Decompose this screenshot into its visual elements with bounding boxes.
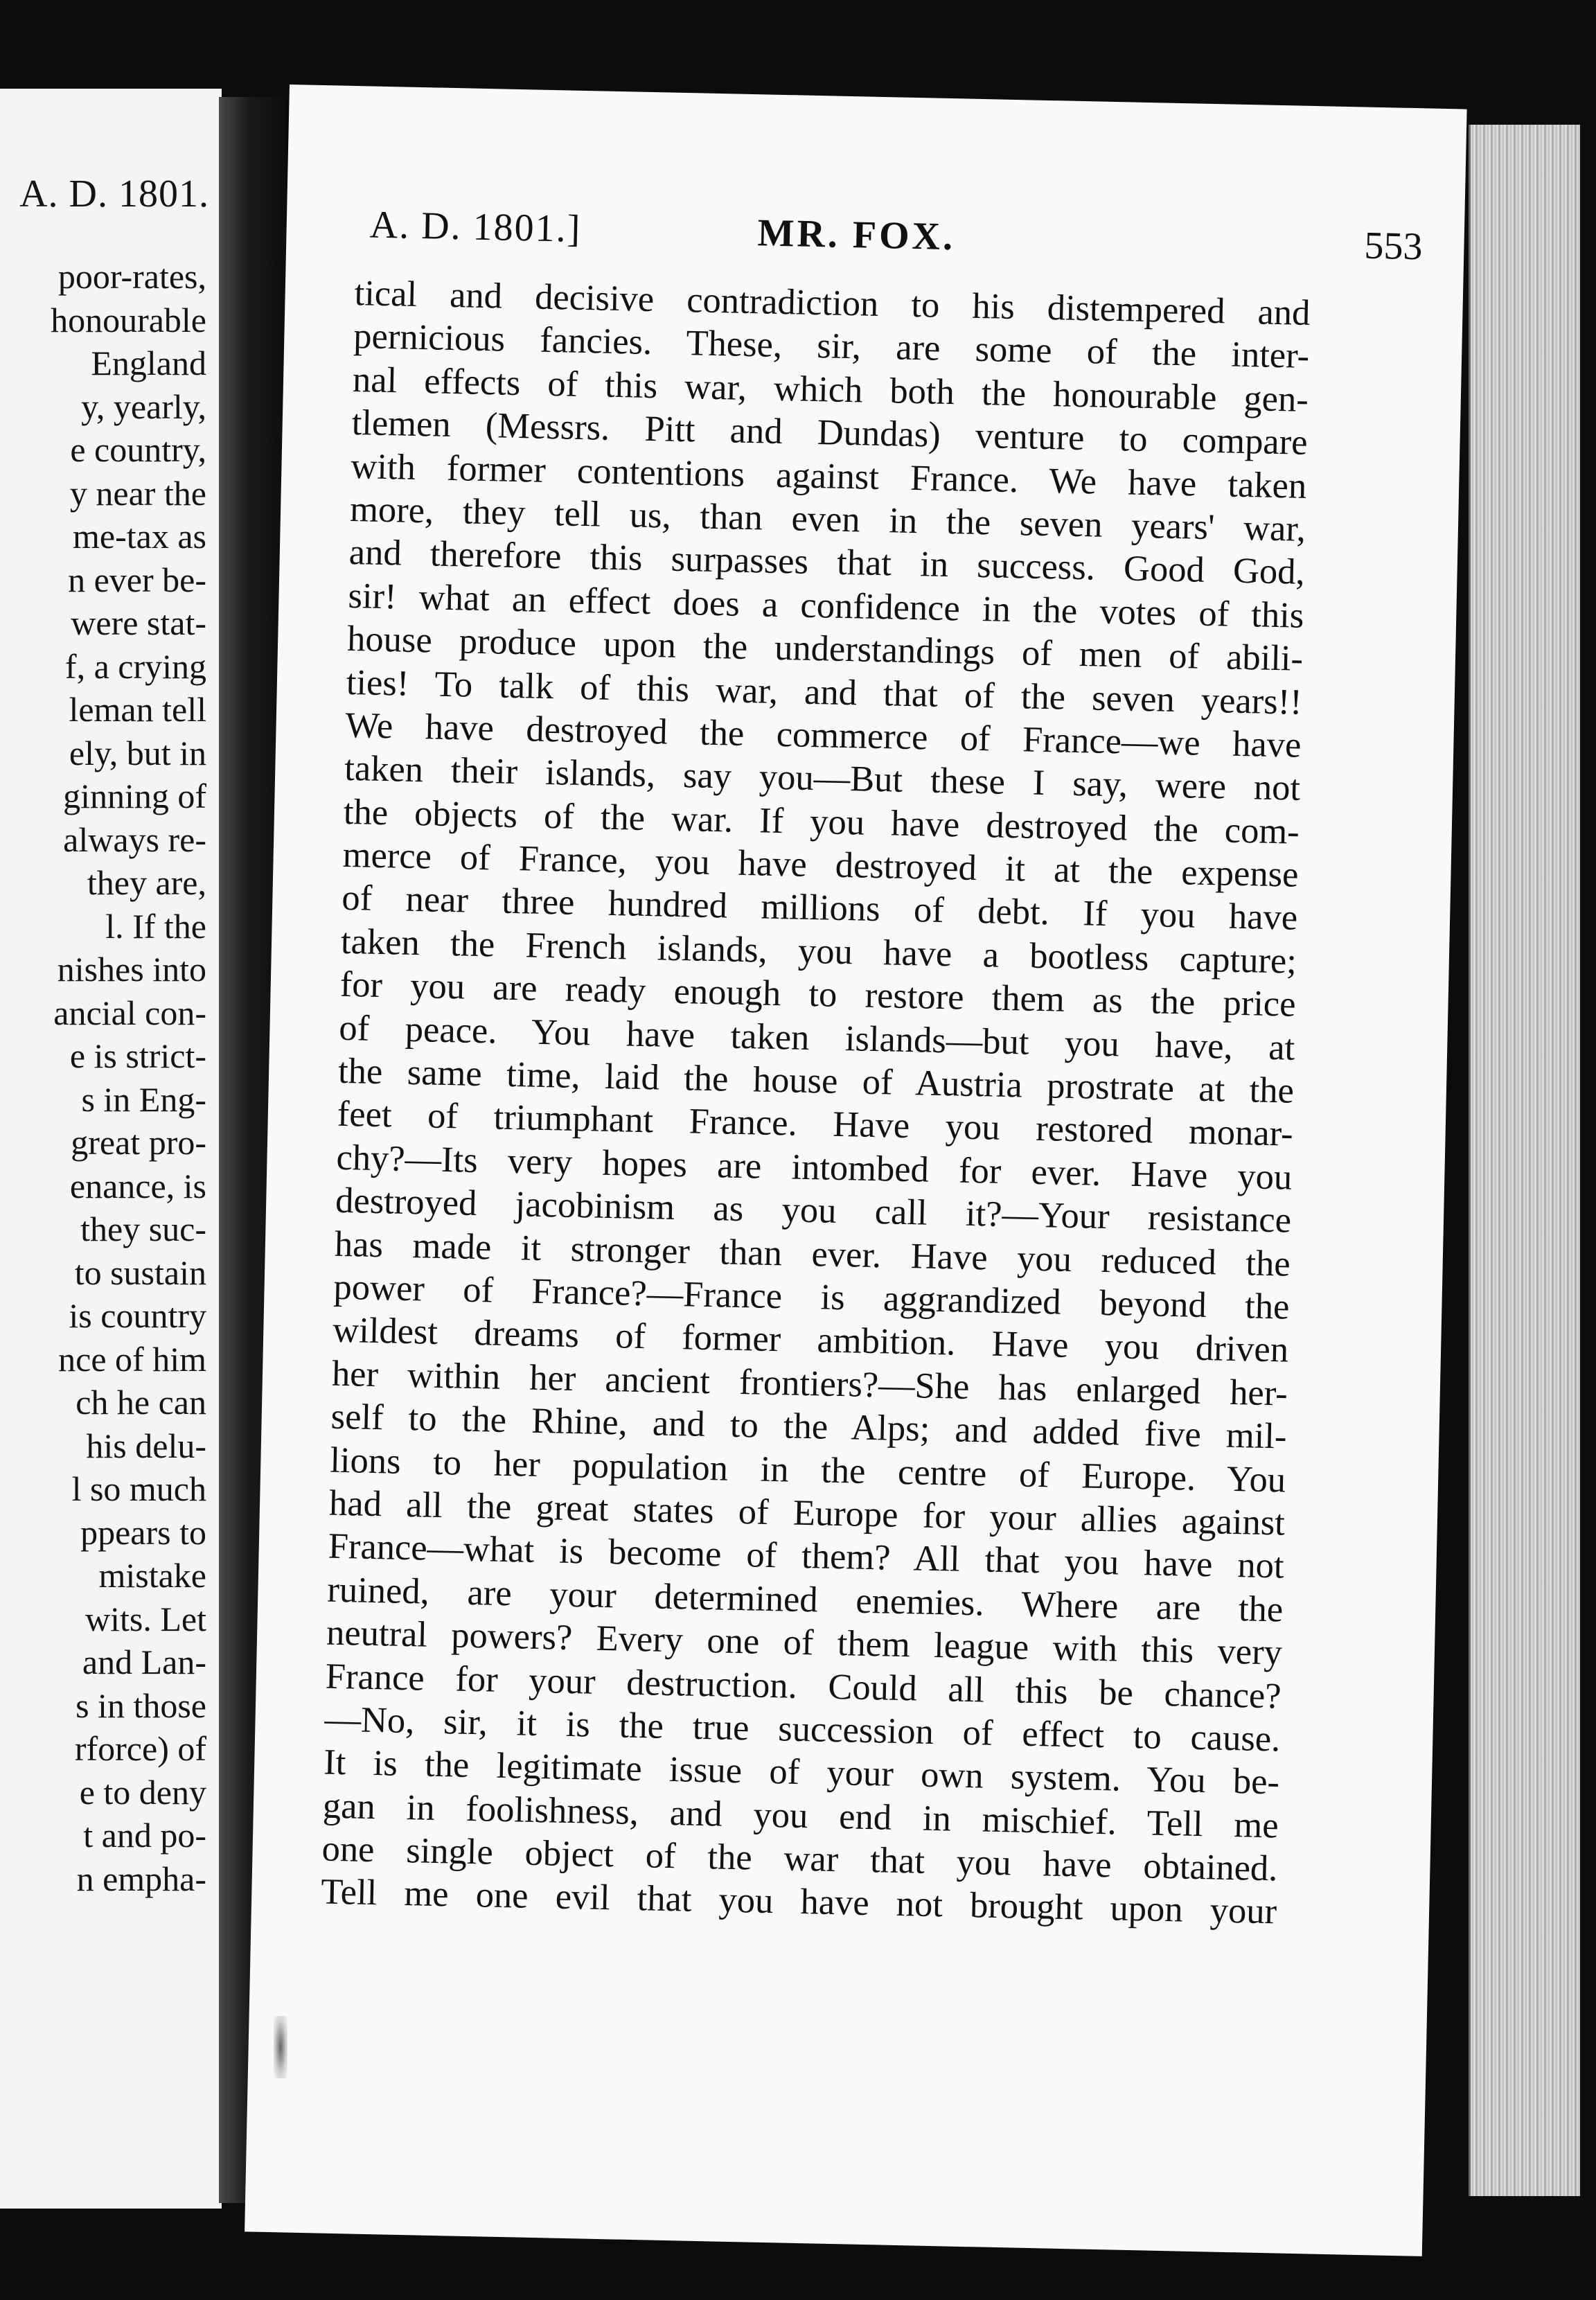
body-text-line: had all the great states of Europe for your allies against — [328, 1483, 1286, 1543]
left-page-line: n empha- — [76, 1859, 206, 1898]
body-text-line: for you are ready enough to restore them as the price — [339, 964, 1297, 1025]
left-page-line: his delu- — [86, 1426, 206, 1465]
left-page-line: y near the — [69, 473, 206, 513]
left-page-line: n ever be- — [68, 560, 206, 599]
left-page-line: to sustain — [74, 1253, 206, 1292]
body-text-line: Tell me one evil that you have not brought upon your — [320, 1871, 1277, 1932]
left-page-line: honourable — [51, 300, 206, 339]
left-page-line: s in Eng- — [81, 1079, 206, 1119]
left-page-line: e is strict- — [69, 1036, 206, 1075]
body-text-line: taken the French islands, you have a bootless capture; — [340, 921, 1297, 982]
left-page-line: wits. Let — [85, 1599, 206, 1638]
left-page-line: ancial con- — [53, 993, 206, 1032]
left-page-line: ppears to — [80, 1512, 206, 1552]
body-text-line: It is the legitimate issue of your own system. You be- — [323, 1742, 1280, 1803]
paper-smudge — [274, 2016, 287, 2078]
body-text-line: tlemen (Messrs. Pitt and Dundas) venture to compare — [351, 402, 1309, 463]
left-page-line: y, yearly, — [81, 387, 206, 426]
body-text-line: her within her ancient frontiers?—She has enlarged her- — [331, 1353, 1288, 1414]
left-page-line: l so much — [71, 1469, 206, 1508]
body-text-line: power of France?—France is aggrandized beyond the — [333, 1266, 1290, 1327]
body-text-line: neutral powers? Every one of them league with this very — [326, 1612, 1283, 1673]
body-text-line: lions to her population in the centre of Europe. You — [329, 1440, 1286, 1501]
left-page-line: rforce) of — [74, 1729, 206, 1768]
body-text-line: house produce upon the understandings of men of abili- — [346, 619, 1304, 679]
left-page-line: great pro- — [71, 1123, 206, 1162]
left-page-line: ch he can — [76, 1383, 206, 1422]
left-page-line: they suc- — [80, 1210, 206, 1248]
body-text-line: destroyed jacobinism as you call it?—Your resistance — [335, 1180, 1292, 1241]
left-page-line: and Lan- — [82, 1643, 206, 1681]
left-page-line: mistake — [98, 1556, 206, 1595]
body-text-line: pernicious fancies. These, sir, are some of the inter- — [353, 316, 1310, 377]
left-page-line: e country, — [70, 430, 206, 469]
body-text-line: We have destroyed the commerce of France—we have — [345, 705, 1302, 766]
body-text-line: merce of France, you have destroyed it at the expense — [342, 834, 1300, 895]
body-text-line: gan in foolishness, and you end in mischief. Tell me — [322, 1785, 1279, 1846]
left-page-line: poor-rates, — [57, 257, 206, 296]
body-text-line: chy?—Its very hopes are intombed for ever. Have you — [335, 1137, 1293, 1198]
body-text-line: of near three hundred millions of debt. If you have — [341, 878, 1298, 939]
body-text-line: self to the Rhine, and to the Alps; and added five mil- — [330, 1396, 1288, 1457]
left-page-line: England — [91, 344, 206, 382]
left-page-line: ely, but in — [69, 733, 206, 772]
left-page-header: A. D. 1801. — [19, 172, 209, 215]
left-page-line: they are, — [87, 863, 206, 902]
body-text-line: has made it stronger than ever. Have you reduced the — [334, 1223, 1291, 1284]
page-edges — [1469, 125, 1580, 2196]
left-page-text — [51, 255, 206, 1900]
body-text-line: ruined, are your determined enemies. Where are the — [326, 1569, 1284, 1630]
left-page-line: t and po- — [83, 1816, 206, 1855]
left-page-line: leman tell — [69, 690, 206, 729]
body-text-line: nal effects of this war, which both the honourable gen- — [352, 359, 1309, 420]
body-text-line: sir! what an effect does a confidence in the votes of this — [347, 575, 1304, 636]
body-text-line: wildest dreams of former ambition. Have you driven — [332, 1310, 1289, 1370]
page-number: 553 — [1363, 224, 1424, 269]
left-page-line: were stat- — [71, 603, 206, 642]
body-text-line: the same time, laid the house of Austria prostrate at the — [337, 1050, 1295, 1111]
running-head — [286, 201, 1464, 274]
body-text-line: —No, sir, it is the true succession of effect to cause. — [323, 1699, 1281, 1760]
body-text-line: one single object of the war that you have obtained. — [321, 1828, 1278, 1889]
body-text-line: feet of triumphant France. Have you restored monar- — [337, 1094, 1294, 1155]
body-text-line: more, they tell us, than even in the seven years' war, — [349, 488, 1306, 549]
body-text-line: France for your destruction. Could all this be chance? — [325, 1656, 1282, 1716]
left-page-line: nishes into — [57, 950, 206, 989]
left-page-line: ginning of — [63, 777, 206, 815]
left-page-line: enance, is — [69, 1166, 206, 1205]
body-text-line: of peace. You have taken islands—but you have, at — [338, 1007, 1295, 1068]
left-page-line: me-tax as — [73, 517, 206, 556]
body-text-line: taken their islands, say you—But these I say, were not — [344, 748, 1301, 809]
left-page-line: l. If the — [105, 906, 206, 946]
body-text-line: tical and decisive contradiction to his distempered and — [354, 273, 1311, 333]
running-head-date: A. D. 1801.] — [369, 203, 582, 251]
left-page-line: is country — [69, 1296, 206, 1335]
left-page-line: s in those — [76, 1686, 206, 1725]
left-page-line: always re- — [63, 820, 206, 859]
left-page-line: nce of him — [58, 1339, 206, 1379]
running-head-title: MR. FOX. — [757, 211, 956, 259]
body-text-line: with former contentions against France. We have taken — [350, 445, 1307, 506]
body-text-line: the objects of the war. If you have destroyed the com- — [343, 791, 1300, 852]
body-text-line: France—what is become of them? All that you have not — [328, 1525, 1285, 1586]
left-page-line: f, a crying — [64, 646, 206, 686]
right-page — [245, 85, 1467, 2256]
body-text-line: ties! To talk of this war, and that of the seven years!! — [346, 662, 1303, 723]
left-page-line: e to deny — [79, 1772, 206, 1812]
left-page — [0, 89, 222, 2209]
body-text — [321, 272, 1311, 1934]
body-text-line: and therefore this surpasses that in success. Good God, — [348, 532, 1306, 593]
